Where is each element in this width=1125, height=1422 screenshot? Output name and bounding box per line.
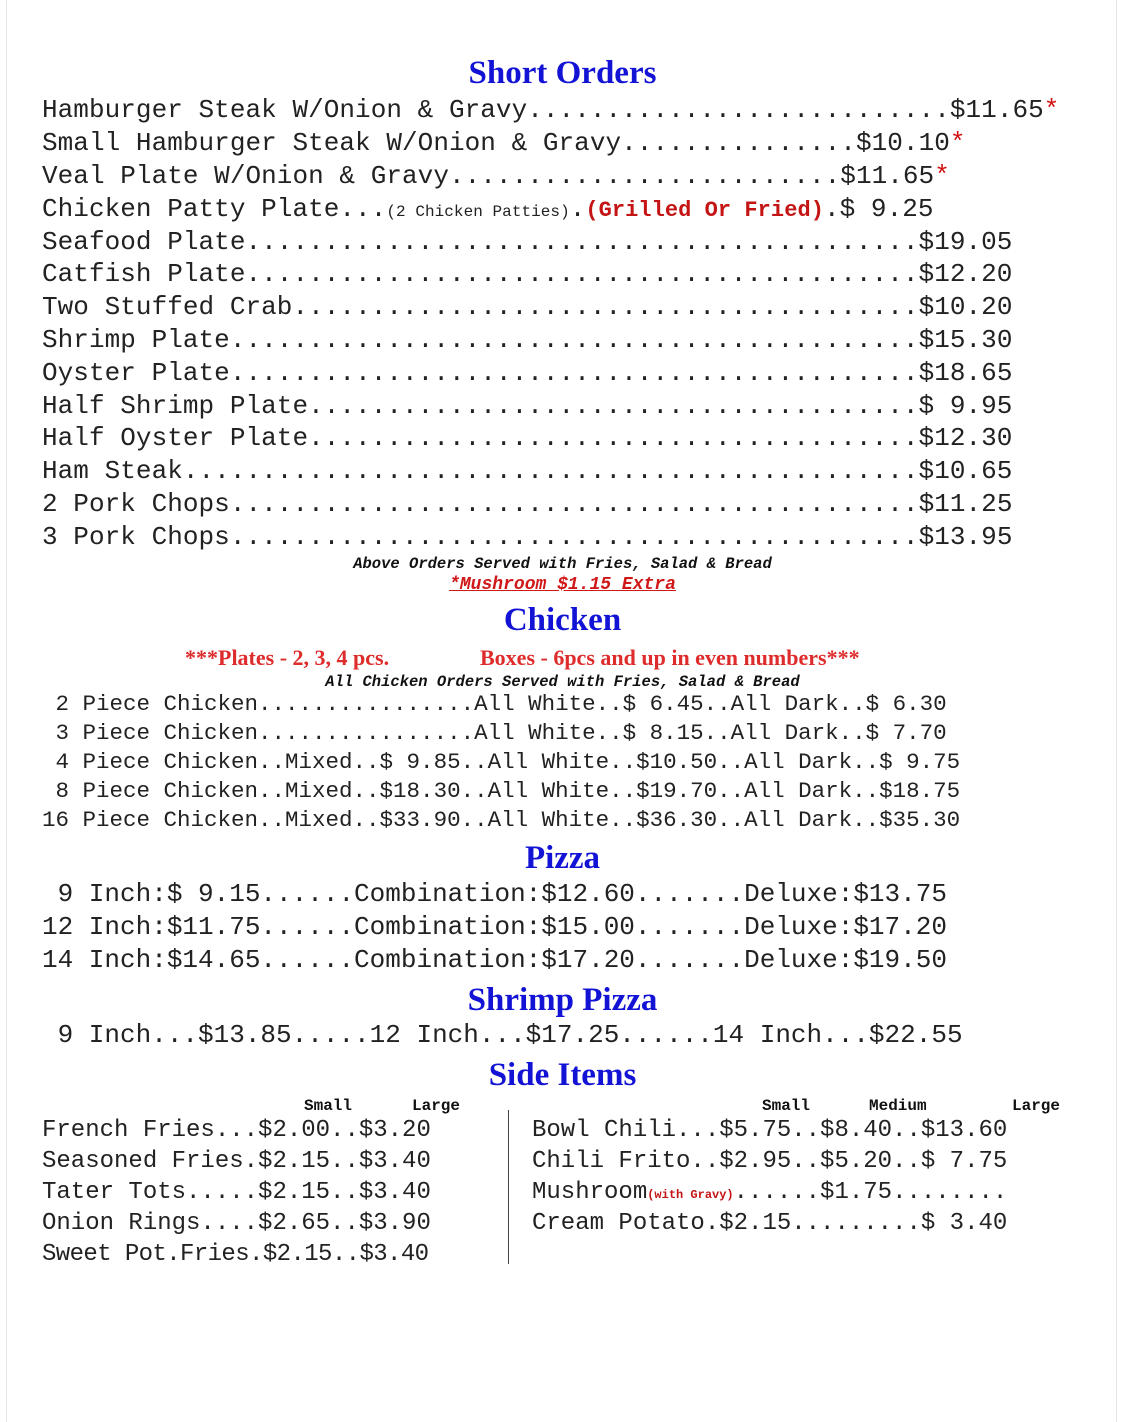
short-order-row (42, 226, 1012, 259)
short-order-name: Small Hamburger Steak W/Onion & Gravy (42, 128, 622, 158)
short-order-name: Oyster Plate (42, 358, 230, 388)
shrimp-pizza-row: 9 Inch...$13.85.....12 Inch...$17.25......14 Inch...$22.55 (42, 1020, 963, 1050)
chicken-row: 3 Piece Chicken................All White..$ 8.15..All Dark..$ 7.70 (42, 720, 947, 746)
left-small-header: Small (304, 1097, 353, 1115)
short-order-row (42, 324, 1012, 357)
mushroom-side-row (532, 1177, 1007, 1211)
chicken-patty-row (42, 193, 934, 229)
grilled-or-fried: (Grilled Or Fried) (585, 198, 824, 223)
short-order-price: $19.05 (918, 227, 1013, 257)
short-order-dots: ........................................ (292, 292, 919, 322)
short-order-price: $13.95 (918, 522, 1013, 552)
short-order-name: Shrimp Plate (42, 325, 230, 355)
side-item-row: Chili Frito..$2.95..$5.20..$ 7.75 (532, 1148, 1008, 1175)
chicken-plates-promo: ***Plates - 2, 3, 4 pcs. (185, 645, 390, 670)
short-order-dots: ............................................ (229, 522, 919, 552)
short-order-dots: ....................................... (308, 391, 919, 421)
short-order-name: Catfish Plate (42, 259, 246, 289)
mushroom-star-marker: * (1043, 95, 1060, 125)
chicken-patty-sep: . (569, 194, 586, 224)
left-large-header: Large (412, 1097, 461, 1115)
short-order-price: $10.10 (855, 128, 950, 158)
side-item-row: Seasoned Fries.$2.15..$3.40 (42, 1148, 431, 1175)
short-order-name: Two Stuffed Crab (42, 292, 293, 322)
chicken-served-note: All Chicken Orders Served with Fries, Salad & Bread (325, 673, 800, 691)
short-order-price: $12.30 (918, 423, 1013, 453)
short-order-row (42, 488, 1012, 521)
short-order-price: $10.20 (918, 292, 1013, 322)
short-order-dots: ......................... (448, 161, 841, 191)
short-order-row (42, 258, 1012, 291)
short-order-dots: ............................................... (182, 456, 919, 486)
short-order-row (42, 160, 950, 193)
short-order-row (42, 127, 966, 160)
short-order-row (42, 94, 1059, 127)
mushroom-side-price: ......$1.75........ (733, 1179, 1008, 1206)
short-order-price: $15.30 (918, 325, 1013, 355)
side-item-row: Tater Tots.....$2.15..$3.40 (42, 1179, 431, 1206)
short-order-price: $11.65 (840, 161, 935, 191)
short-order-dots: ........................................... (245, 259, 919, 289)
short-orders-heading: Short Orders (468, 55, 657, 91)
short-order-name: 2 Pork Chops (42, 489, 230, 519)
chicken-patty-note: (2 Chicken Patties) (386, 203, 570, 221)
chicken-row: 4 Piece Chicken..Mixed..$ 9.85..All White..$10.50..All Dark..$ 9.75 (42, 749, 961, 775)
mushroom-extra-note: *Mushroom $1.15 Extra (449, 575, 676, 595)
chicken-boxes-promo: Boxes - 6pcs and up in even numbers*** (480, 645, 860, 670)
side-item-row: Cream Potato.$2.15.........$ 3.40 (532, 1210, 1008, 1237)
short-order-row (42, 291, 1012, 324)
short-order-dots: ............................................ (229, 325, 919, 355)
short-order-name: Seafood Plate (42, 227, 246, 257)
short-order-name: 3 Pork Chops (42, 522, 230, 552)
shrimp-pizza-heading: Shrimp Pizza (467, 982, 658, 1018)
chicken-row: 8 Piece Chicken..Mixed..$18.30..All White..$19.70..All Dark..$18.75 (42, 778, 961, 804)
right-small-header: Small (762, 1097, 811, 1115)
short-order-price: $18.65 (918, 358, 1013, 388)
mushroom-star-marker: * (934, 161, 950, 191)
pizza-row: 9 Inch:$ 9.15......Combination:$12.60.......Deluxe:$13.75 (42, 879, 947, 909)
short-order-name: Half Oyster Plate (42, 423, 309, 453)
short-order-dots: ........................................... (245, 227, 919, 257)
side-item-row: Bowl Chili...$5.75..$8.40..$13.60 (532, 1117, 1008, 1144)
chicken-patty-name: Chicken Patty Plate... (42, 194, 387, 224)
short-order-name: Ham Steak (42, 456, 183, 486)
mushroom-side-note: (with Gravy) (647, 1188, 734, 1202)
short-order-row (42, 390, 1012, 423)
pizza-row: 14 Inch:$14.65......Combination:$17.20.......Deluxe:$19.50 (42, 945, 947, 975)
short-orders-served-note: Above Orders Served with Fries, Salad & Bread (353, 555, 772, 573)
short-order-dots: ............................................ (229, 358, 919, 388)
short-order-price: $10.65 (918, 456, 1013, 486)
short-order-dots: ............... (621, 128, 856, 158)
right-medium-header: Medium (869, 1097, 927, 1115)
short-order-price: $11.25 (918, 489, 1013, 519)
short-order-dots: ........................... (527, 95, 950, 125)
right-large-header: Large (1012, 1097, 1061, 1115)
short-order-price: $11.65 (949, 95, 1044, 125)
chicken-heading: Chicken (503, 602, 622, 638)
short-order-name: Half Shrimp Plate (42, 391, 309, 421)
short-order-dots: ............................................ (229, 489, 919, 519)
short-order-price: $ 9.95 (918, 391, 1013, 421)
side-items-divider (508, 1110, 509, 1264)
side-item-row: Onion Rings....$2.65..$3.90 (42, 1210, 431, 1237)
short-order-name: Veal Plate W/Onion & Gravy (42, 161, 449, 191)
side-items-heading: Side Items (488, 1057, 637, 1093)
mushroom-side-name: Mushroom (532, 1179, 648, 1206)
chicken-patty-price: .$ 9.25 (823, 194, 934, 224)
short-order-row (42, 357, 1012, 390)
short-order-dots: ....................................... (308, 423, 919, 453)
chicken-row: 16 Piece Chicken..Mixed..$33.90..All White..$36.30..All Dark..$35.30 (42, 807, 961, 833)
short-order-row (42, 521, 1012, 554)
short-order-row (42, 455, 1012, 488)
mushroom-star-marker: * (949, 128, 966, 158)
chicken-row: 2 Piece Chicken................All White..$ 6.45..All Dark..$ 6.30 (42, 691, 947, 717)
short-order-row (42, 422, 1012, 455)
pizza-heading: Pizza (524, 840, 601, 876)
side-item-row: Sweet Pot.Fries.$2.15..$3.40 (42, 1241, 429, 1268)
side-item-row: French Fries...$2.00..$3.20 (42, 1117, 431, 1144)
short-order-name: Hamburger Steak W/Onion & Gravy (42, 95, 528, 125)
short-order-price: $12.20 (918, 259, 1013, 289)
pizza-row: 12 Inch:$11.75......Combination:$15.00.......Deluxe:$17.20 (42, 912, 947, 942)
